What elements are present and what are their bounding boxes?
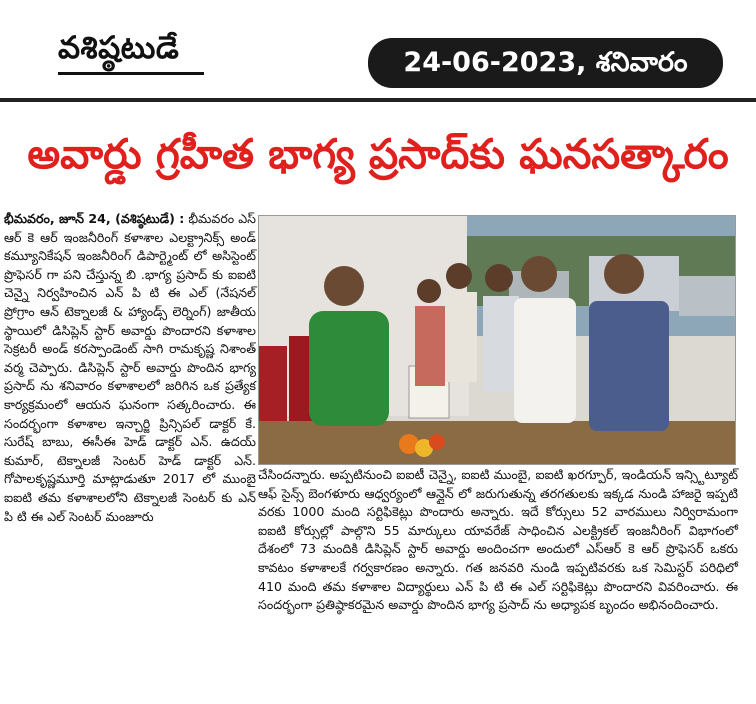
news-photo — [258, 215, 736, 465]
newspaper-name: వశిష్ఠటుడే — [58, 30, 180, 66]
article-bottom-body: చేసిందన్నారు. అప్పటినుంచి ఐఐటీ చెన్నై, ఐఐటి ముంబై, ఐఐటి ఖరగ్పూర్, ఇండియన్ ఇన్స్టిట్యూట్ ఆఫ్ సైన్స్ బెంగళూరు ఆధ్వర్యంలో ఆన్లైన్ లో జరుగుతున్న తరగతులకు ఇక్కడ నుండి హాజరై ఇప్పటి వరకు 1000 మంది సర్టిఫికెట్లు పొందారు అన్నారు. ఇదే కోర్సులు 52 వారములు నిర్విరామంగా ఐఐటి కోర్సుల్లో పాల్గొని 55 మార్కులు యావరేజ్ సాధించిన ఎలక్ట్రికల్ ఇంజనీరింగ్ విభాగంలో దేశంలో 73 మందికి డిసిప్లెన్ స్టార్ అవార్డు అందించగా అందులో ఎస్ఆర్ కె ఆర్ ప్రొఫెసర్ ఒకరు కావటం కళాశాలకే గర్వకారణం అన్నారు. గత జనవరి నుండి ఇప్పటివరకు ఒక సెమిస్టర్ పరిధిలో 410 మంది తమ కళాశాల విద్యార్థులు ఎన్ పి టి ఈ ఎల్ సర్టిఫికెట్లు పొందారని వివరించారు. ఈ సందర్భంగా ప్రతిష్ఠాకరమైన అవార్డు పొందిన భాగ్య ప్రసాద్ ను అధ్యాపక బృందం అభినందించారు. — [258, 467, 738, 613]
award-ceremony-photo — [259, 216, 735, 464]
date-banner: 24-06-2023, శనివారం — [368, 38, 723, 88]
article-dateline: భీమవరం, జూన్ 24, (వశిష్ఠటుడే) : — [4, 211, 185, 226]
masthead — [0, 0, 756, 96]
article-headline: అవార్డు గ్రహీత భాగ్య ప్రసాద్‌కు ఘనసత్కారం — [27, 130, 729, 178]
article-left-body: భీమవరం ఎస్ ఆర్ కె ఆర్ ఇంజనీరింగ్ కళాశాల ఎలక్ట్రానిక్స్ అండ్ కమ్యూనికేషన్ ఇంజనీరింగ్ డిపార్ట్మెంట్ లో అసిస్టెంట్ ప్రొఫెసర్ గా పని చేస్తున్న బి .భాగ్య ప్రసాద్ కు ఐఐటి చెన్నై నిర్వహించిన ఎన్ పి టి ఈ ఎల్ (నేషనల్ ప్రోగ్రాం ఆన్ టెక్నాలజీ & హ్యాండ్స్ లెర్నింగ్) జాతీయ స్థాయిలో డిసిప్లెన్ స్టార్ అవార్డు పొందారని కళాశాల సెక్రటరీ అండ్ కరస్పాండెంట్ సాగి రామకృష్ణ నిశాంత్ వర్మ చెప్పారు. డిసిప్లెన్ స్టార్ అవార్డు పొందిన భాగ్య ప్రసాద్ ను శనివారం కళాశాలలో జరిగిన ఒక ప్రత్యేక కార్యక్రమంలో ఆయన ఘనంగా సత్కరించారు. ఈ సందర్భంగా కళాశాల ఇన్చార్జి ప్రిన్సిపల్ డాక్టర్ కే. సురేష్ బాబు, ఈసీఈ హెడ్ డాక్టర్ ఎన్. ఉదయ్ కుమార్, టెక్నాలజీ సెంటర్ హెడ్ డాక్టర్ ఎన్. గోపాలకృష్ణమూర్తి మాట్లాడుతూ 2017 లో ముంబై ఐఐటి తమ కళాశాలలోని టెక్నాలజీ సెంటర్ కు ఎన్ పి టి ఈ ఎల్ సెంటర్ మంజూరు — [4, 211, 257, 524]
newspaper-name-underline — [58, 72, 204, 75]
masthead-divider — [0, 98, 756, 102]
article-left-column — [4, 210, 256, 526]
article-bottom-text — [258, 466, 738, 615]
